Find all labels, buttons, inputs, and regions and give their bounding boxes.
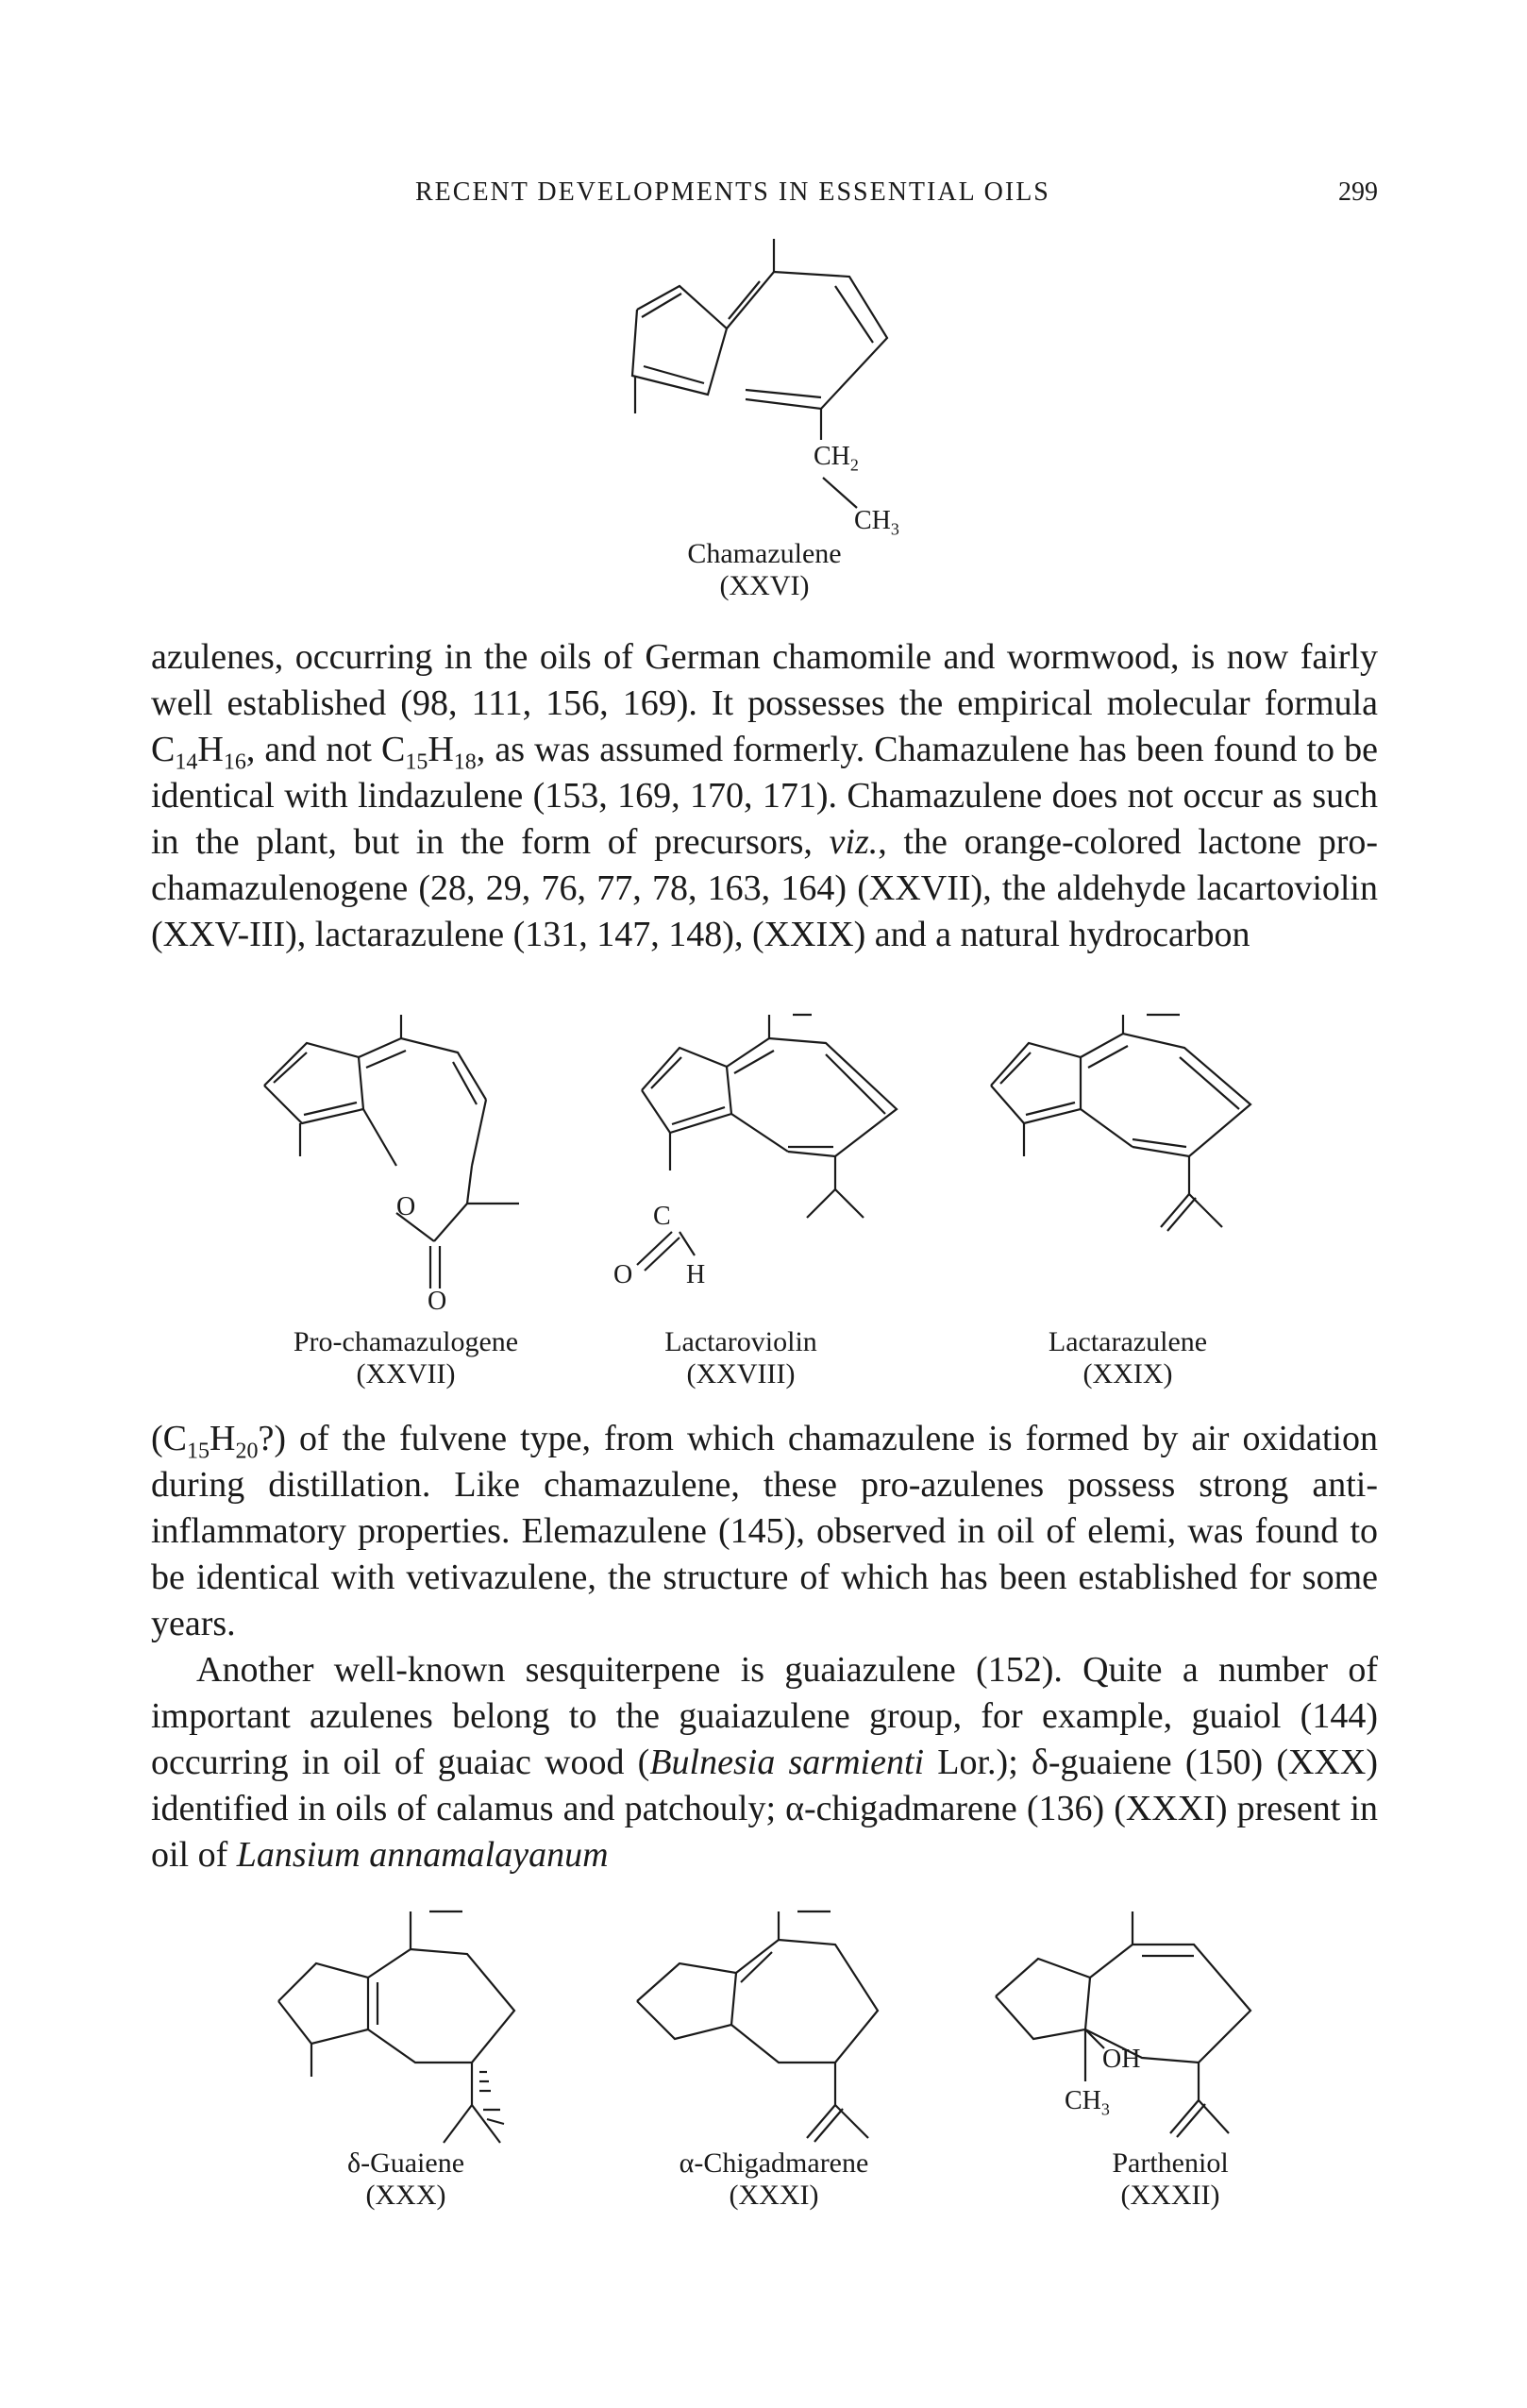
page-header <box>151 177 1378 215</box>
pro-chamazulogene-skeleton <box>255 1015 566 1298</box>
structure-alpha-chigadmarene <box>623 1907 915 2303</box>
atom-h: H <box>686 1260 706 1289</box>
compound-name: α-Chigadmarene <box>679 2147 869 2179</box>
structure-pro-chamazulogene <box>255 1015 566 1392</box>
compound-name: Chamazulene <box>687 538 842 569</box>
compound-numeral: (XXXI) <box>729 2180 819 2211</box>
compound-numeral: (XXVII) <box>356 1358 456 1389</box>
atom-c: C <box>653 1202 671 1231</box>
atom-ch3: $CH_3$ <box>1065 2086 1110 2119</box>
compound-numeral: (XXVIII) <box>686 1358 796 1389</box>
caption-lactarazulene <box>1033 1326 1222 1390</box>
structure-lactaroviolin <box>613 1015 915 1392</box>
compound-name: Lactaroviolin <box>664 1326 817 1357</box>
compound-name: Lactarazulene <box>1048 1326 1208 1357</box>
structure-partheniol <box>982 1907 1293 2303</box>
caption-alpha-chigadmarene <box>651 2147 897 2212</box>
caption-lactaroviolin <box>642 1326 840 1390</box>
caption-chamazulene <box>670 538 859 602</box>
caption-partheniol <box>1085 2147 1255 2212</box>
structure-delta-guaiene <box>264 1907 557 2303</box>
compound-numeral: (XXX) <box>365 2180 446 2211</box>
paragraph-2: $(C_{15}H_{20}?)$ of the fulvene type, from which chamazulene is formed by air oxidation during distillation. Like chamazulene, these pro-azulenes possess strong anti-inflammatory properties. Elemazulene (145), observed in oil of elemi, was found to be identical with vetivazulene, the structure of which has been established for some years. <box>151 1419 1378 1643</box>
atom-o-carbonyl: O <box>428 1287 447 1316</box>
atom-o: O <box>613 1260 633 1289</box>
lactaroviolin-skeleton <box>613 1015 915 1298</box>
page-number: 299 <box>1338 177 1378 207</box>
compound-numeral: (XXXII) <box>1120 2180 1220 2211</box>
paragraph-1: azulenes, occurring in the oils of German chamomile and wormwood, is now fairly well established (98, 111, 156, 169). It possesses the empirical molecular formula $C_{14}H_{16}$, and not $C_{15}H_{18}$, as was assumed formerly. Chamazulene has been found to be identical with lindazulene (153, 169, 170, 171). Chamazulene does not occur as such in the plant, but in the form of precursors, viz., the orange-colored lactone pro-chamazulenogene (28, 29, 76, 77, 78, 163, 164) (XXVII), the aldehyde lacartoviolin (XXV-III), lactarazulene (131, 147, 148), (XXIX) and a natural hydrocarbon <box>151 637 1378 954</box>
compound-name: Pro-chamazulogene <box>293 1326 519 1357</box>
lactarazulene-skeleton <box>977 1015 1288 1298</box>
paragraph-3: Another well-known sesquiterpene is guaiazulene (152). Quite a number of important azulenes belong to the guaiazulene group, for example, guaiol (144) occurring in oil of guaiac wood (Bulnesia sarmienti Lor.); δ-guaiene (150) (XXX) identified in oils of calamus and patchouly; α-chigadmarene (136) (XXXI) present in oil of Lansium annamalayanum <box>151 1650 1378 1875</box>
structure-lactarazulene <box>977 1015 1288 1392</box>
compound-name: δ-Guaiene <box>346 2147 465 2179</box>
compound-numeral: (XXVI) <box>719 570 810 601</box>
atom-o-ring: O <box>396 1192 416 1221</box>
atom-oh: OH <box>1102 2045 1141 2074</box>
compound-name: Partheniol <box>1112 2147 1229 2179</box>
structure-chamazulene <box>604 234 925 612</box>
atom-ch2: $CH_2$ <box>814 442 859 475</box>
running-title: RECENT DEVELOPMENTS IN ESSENTIAL OILS <box>415 177 1050 207</box>
caption-delta-guaiene <box>321 2147 491 2212</box>
compound-numeral: (XXIX) <box>1082 1358 1173 1389</box>
caption-pro-chamazulogene <box>264 1326 547 1390</box>
atom-ch3: $CH_3$ <box>854 506 899 539</box>
